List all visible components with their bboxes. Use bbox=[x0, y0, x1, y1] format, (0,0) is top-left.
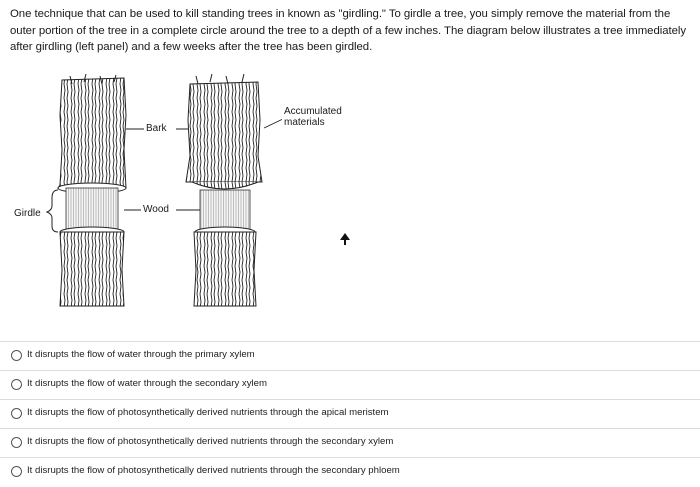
right-trunk bbox=[186, 74, 262, 306]
answer-option-label: It disrupts the flow of photosynthetically derived nutrients through the secondary xylem bbox=[27, 436, 394, 447]
radio-button-icon[interactable] bbox=[11, 350, 22, 361]
answer-option-label: It disrupts the flow of water through the secondary xylem bbox=[27, 378, 267, 389]
answer-option-5[interactable] bbox=[0, 457, 700, 487]
answer-option-3[interactable] bbox=[0, 399, 700, 429]
question-text: One technique that can be used to kill standing trees in known as "girdling." To girdle a tree, you simply remove the material from the outer portion of the tree in a complete circle around the tree to a depth of a few inches. The diagram below illustrates a tree immediately after girdling (left panel) and a few weeks after the tree has been girdled. bbox=[10, 8, 687, 53]
answer-option-4[interactable] bbox=[0, 428, 700, 458]
radio-button-icon[interactable] bbox=[11, 437, 22, 448]
answer-option-label: It disrupts the flow of photosynthetically derived nutrients through the apical meristem bbox=[27, 407, 389, 418]
girdle-label: Girdle bbox=[14, 208, 41, 219]
girdle-brace bbox=[47, 190, 58, 232]
answer-option-label: It disrupts the flow of photosynthetically derived nutrients through the secondary phloem bbox=[27, 465, 400, 476]
left-trunk bbox=[58, 74, 126, 306]
answer-option-1[interactable] bbox=[0, 341, 700, 371]
radio-button-icon[interactable] bbox=[11, 379, 22, 390]
girdling-diagram bbox=[0, 70, 400, 310]
accumulated-materials-label: Accumulated materials bbox=[282, 106, 361, 128]
bark-label: Bark bbox=[146, 123, 167, 134]
arrow-cursor-icon bbox=[340, 233, 350, 245]
radio-button-icon[interactable] bbox=[11, 466, 22, 477]
radio-button-icon[interactable] bbox=[11, 408, 22, 419]
answer-option-2[interactable] bbox=[0, 370, 700, 400]
answer-option-label: It disrupts the flow of water through the primary xylem bbox=[27, 349, 255, 360]
wood-label: Wood bbox=[143, 204, 169, 215]
